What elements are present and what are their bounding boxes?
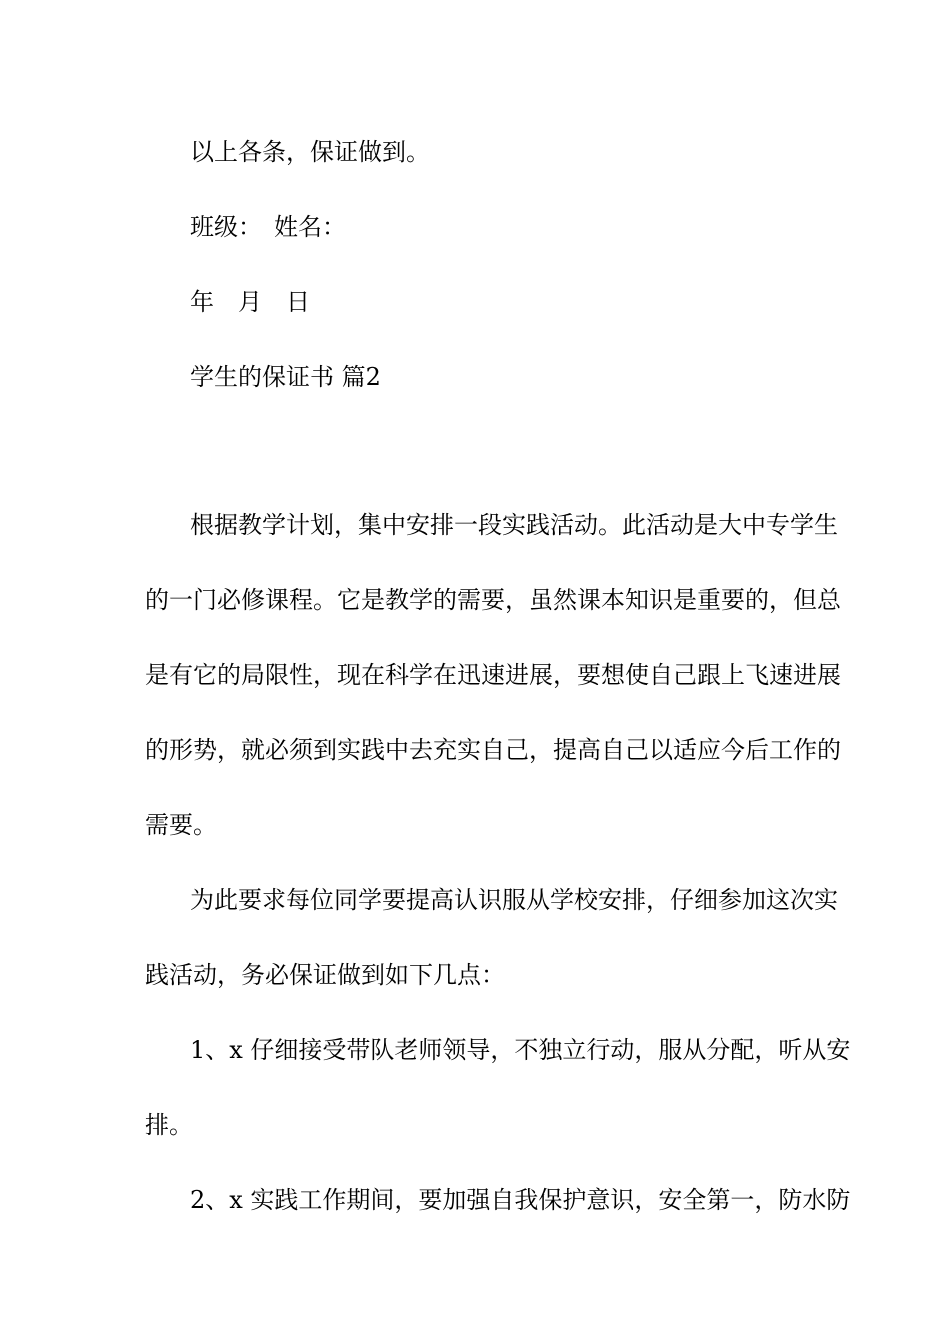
paragraph1-line-1: 根据教学计划，集中安排一段实践活动。此活动是大中专学生 <box>190 511 838 539</box>
closing-line: 以上各条，保证做到。 <box>190 138 430 166</box>
paragraph2-line-1: 为此要求每位同学要提高认识服从学校安排，仔细参加这次实 <box>190 886 838 914</box>
item1-line-1: 1、x 仔细接受带队老师领导，不独立行动，服从分配，听从安 <box>190 1036 851 1064</box>
paragraph1-line-4: 的形势，就必须到实践中去充实自己，提高自己以适应今后工作的 <box>145 736 841 764</box>
paragraph1-line-3: 是有它的局限性，现在科学在迅速进展，要想使自己跟上飞速进展 <box>145 661 841 689</box>
paragraph1-line-5: 需要。 <box>145 811 217 839</box>
section-title: 学生的保证书 篇2 <box>190 363 381 391</box>
date-line: 年 月 日 <box>190 288 310 316</box>
item1-line-2: 排。 <box>145 1111 193 1139</box>
signature-line: 班级： 姓名： <box>190 213 346 241</box>
item2-line-1: 2、x 实践工作期间，要加强自我保护意识，安全第一，防水防 <box>190 1186 851 1214</box>
paragraph1-line-2: 的一门必修课程。它是教学的需要，虽然课本知识是重要的，但总 <box>145 586 841 614</box>
paragraph2-line-2: 践活动，务必保证做到如下几点： <box>145 961 505 989</box>
